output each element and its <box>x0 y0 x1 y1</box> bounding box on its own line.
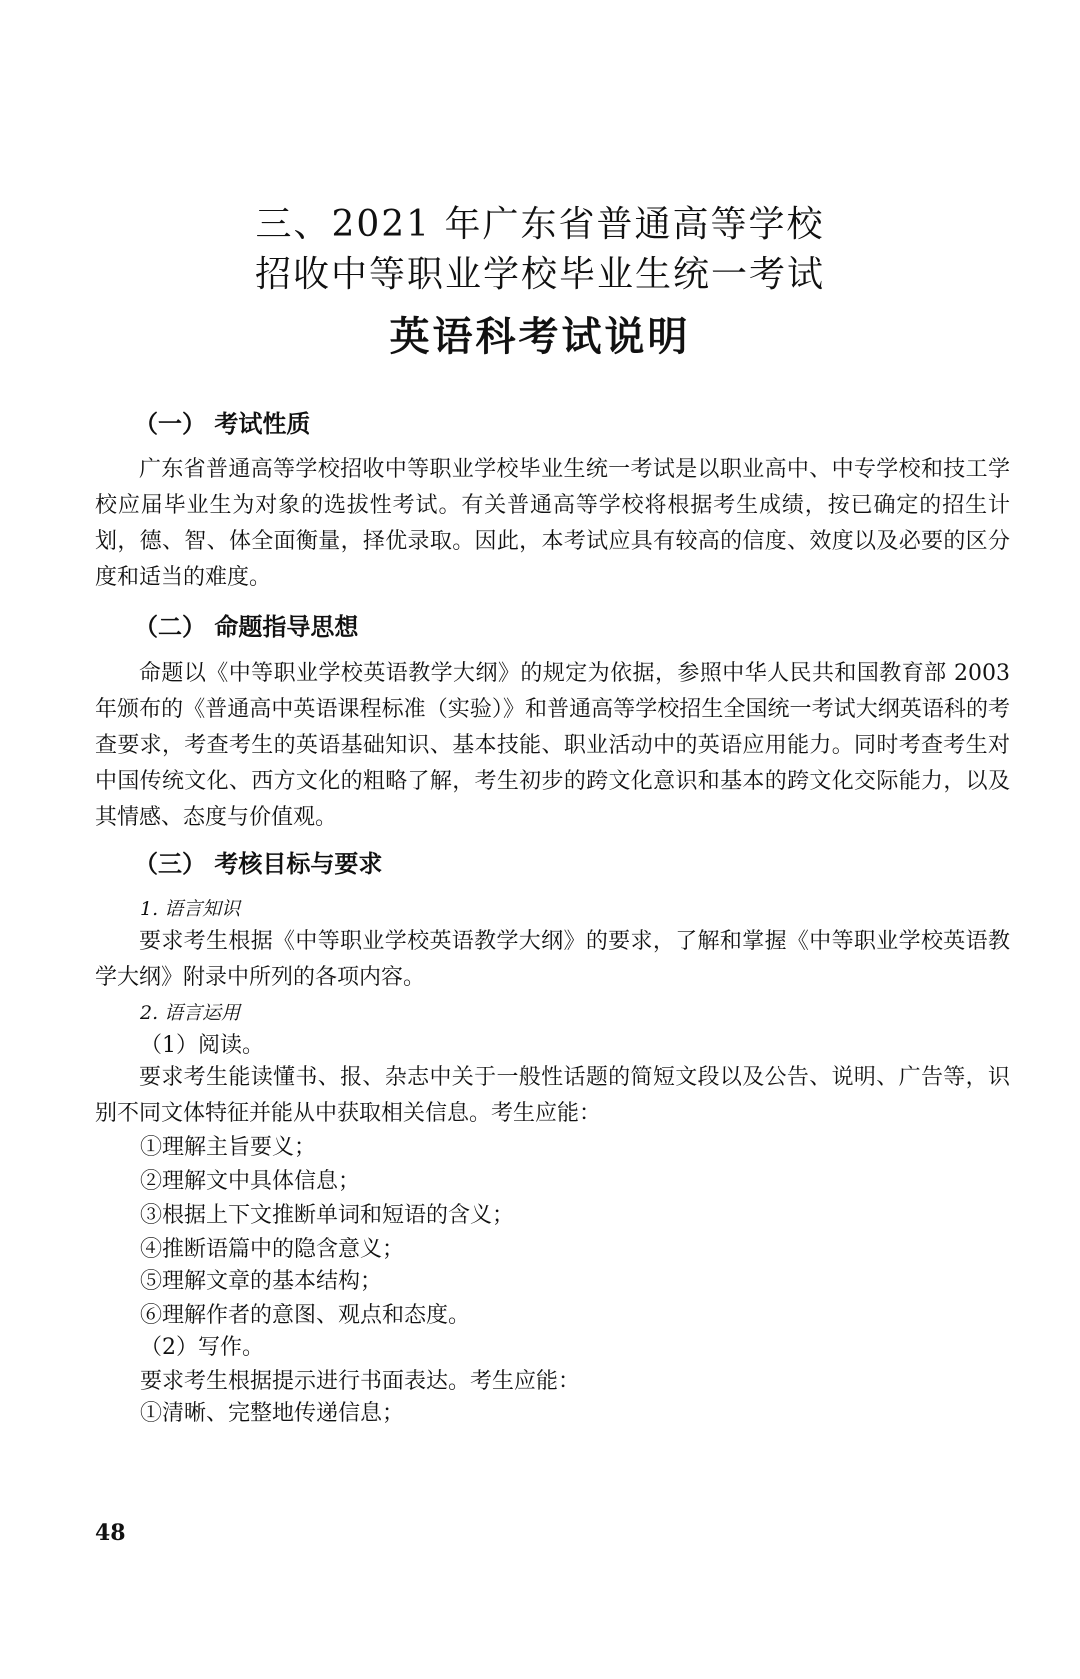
reading-item: ②理解文中具体信息； <box>140 1169 361 1194</box>
section-1-paragraph: 广东省普通高等学校招收中等职业学校毕业生统一考试是以职业高中、中专学校和技工学校应届毕业生为对象的选拔性考试。有关普通高等学校将根据考生成绩，按已确定的招生计划，德、智、体全面衡量，择优录取。因此，本考试应具有较高的信度、效度以及必要的区分度和适当的难度。 <box>95 457 1010 590</box>
reading-item: ⑤理解文章的基本结构； <box>140 1269 383 1294</box>
reading-item: ④推断语篇中的隐含意义； <box>140 1237 405 1262</box>
subheading-language-use: 2. 语言运用 <box>140 1002 241 1024</box>
writing-paragraph: 要求考生根据提示进行书面表达。考生应能： <box>140 1369 581 1394</box>
subheading-language-knowledge: 1. 语言知识 <box>140 898 241 920</box>
section-2-paragraph: 命题以《中等职业学校英语教学大纲》的规定为依据，参照中华人民共和国教育部 2003 年颁布的《普通高中英语课程标准（实验）》和普通高等学校招生全国统一考试大纲英语科的考查要求，考查考生的英语基础知识、基本技能、职业活动中的英语应用能力。同时考查考生对中国传统文化、西方文化的粗略了解，考生初步的跨文化意识和基本的跨文化交际能力，以及其情感、态度与价值观。 <box>95 661 1010 830</box>
section-heading-3: （三） 考核目标与要求 <box>134 850 383 878</box>
reading-item: ⑥理解作者的意图、观点和态度。 <box>140 1303 471 1328</box>
reading-label: （1）阅读。 <box>140 1033 264 1058</box>
title-line-1: 三、2021 年广东省普通高等学校 <box>255 204 825 245</box>
reading-paragraph: 要求考生能读懂书、报、杂志中关于一般性话题的简短文段以及公告、说明、广告等，识别不同文体特征并能从中获取相关信息。考生应能： <box>95 1065 1010 1126</box>
reading-item: ①理解主旨要义； <box>140 1135 317 1160</box>
section-heading-1: （一） 考试性质 <box>134 410 311 438</box>
section-heading-2: （二） 命题指导思想 <box>134 613 359 641</box>
reading-item: ③根据上下文推断单词和短语的含义； <box>140 1203 515 1228</box>
page-number: 48 <box>95 1520 126 1546</box>
writing-label: （2）写作。 <box>140 1335 264 1360</box>
title-line-2: 招收中等职业学校毕业生统一考试 <box>254 254 825 295</box>
writing-item: ①清晰、完整地传递信息； <box>140 1401 405 1426</box>
page-title: 英语科考试说明 <box>389 313 691 360</box>
language-knowledge-paragraph: 要求考生根据《中等职业学校英语教学大纲》的要求，了解和掌握《中等职业学校英语教学大纲》附录中所列的各项内容。 <box>95 929 1010 990</box>
